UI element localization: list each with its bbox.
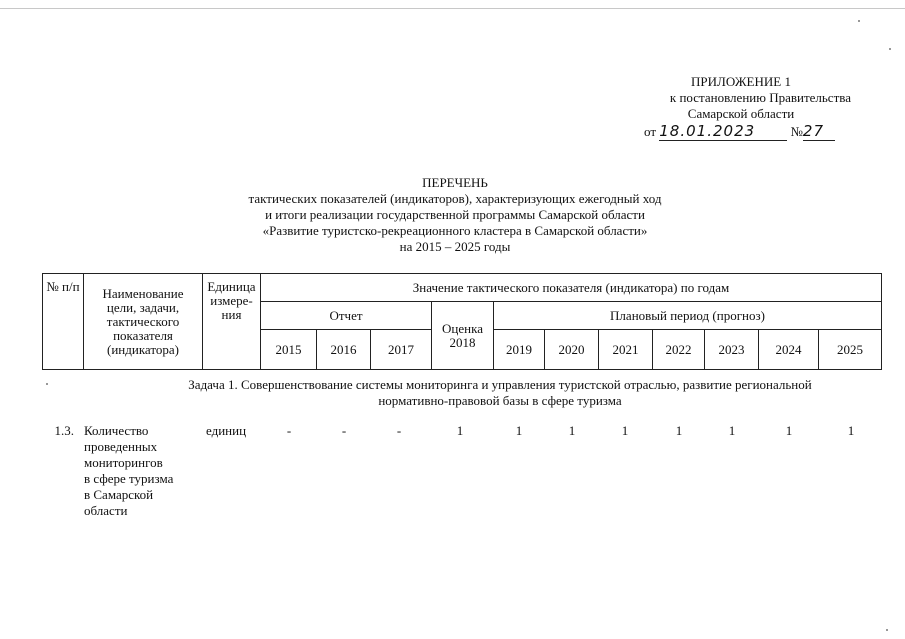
name-line: в Самарской: [84, 487, 154, 502]
row-unit: единиц: [206, 423, 247, 438]
header-year: 2019: [494, 330, 545, 370]
scan-speck: [46, 383, 48, 385]
row-value: 1: [515, 423, 523, 438]
appendix-date-line: [644, 122, 835, 141]
row-value: 1: [456, 423, 464, 438]
task-line-2: нормативно-правовой базы в сфере туризма: [378, 393, 622, 408]
header-plan-group: Плановый период (прогноз): [494, 302, 882, 330]
header-year: 2017: [371, 330, 432, 370]
from-label: от: [644, 124, 657, 139]
header-num: № п/п: [43, 274, 84, 370]
row-indicator-name: [84, 423, 192, 519]
task-heading: [160, 377, 840, 409]
document-title: [150, 175, 760, 255]
header-year: 2021: [599, 330, 653, 370]
header-year: 2016: [317, 330, 371, 370]
header-year: 2023: [705, 330, 759, 370]
handwritten-number: 27: [803, 122, 835, 141]
title-line-3: и итоги реализации государственной программы Самарской области: [265, 207, 645, 222]
header-unit: Единица измере-ния: [203, 274, 261, 370]
row-value: 1: [675, 423, 683, 438]
scan-speck: [858, 20, 860, 22]
header-name: Наименование цели, задачи, тактического показателя (индикатора): [84, 274, 203, 370]
title-line-1: ПЕРЕЧЕНЬ: [422, 175, 488, 190]
name-line: Количество: [84, 423, 149, 438]
title-line-5: на 2015 – 2025 годы: [399, 239, 511, 254]
row-value: 1: [568, 423, 576, 438]
header-values: Значение тактического показателя (индикатора) по годам: [261, 274, 882, 302]
row-value: 1: [847, 423, 855, 438]
header-estimate-2018: Оценка 2018: [432, 302, 494, 370]
header-year: 2020: [545, 330, 599, 370]
name-line: мониторингов: [84, 455, 163, 470]
appendix-line-2: к постановлению Правительства: [669, 90, 851, 105]
header-report-group: Отчет: [261, 302, 432, 330]
page-top-edge: [0, 8, 905, 9]
row-value: 1: [621, 423, 629, 438]
appendix-line-3: Самарской области: [687, 106, 795, 121]
name-line: в сфере туризма: [84, 471, 174, 486]
name-line: проведенных: [84, 439, 158, 454]
indicators-table-header: [42, 273, 882, 370]
header-year: 2024: [759, 330, 819, 370]
row-value: -: [341, 423, 347, 438]
title-line-4: «Развитие туристско-рекреационного кластера в Самарской области»: [262, 223, 648, 238]
name-line: области: [84, 503, 128, 518]
row-value: 1: [785, 423, 793, 438]
handwritten-date: 18.01.2023: [659, 122, 787, 141]
appendix-heading: ПРИЛОЖЕНИЕ 1: [691, 74, 791, 89]
scan-speck: [886, 629, 888, 631]
row-value: -: [396, 423, 402, 438]
scan-speck: [889, 48, 891, 50]
header-year: 2025: [819, 330, 882, 370]
task-line-1: Задача 1. Совершенствование системы мониторинга и управления туристской отраслью, развитие региональной: [188, 377, 812, 392]
number-label: №: [790, 124, 803, 139]
row-value: -: [286, 423, 292, 438]
appendix-block: [591, 74, 851, 122]
title-line-2: тактических показателей (индикаторов), характеризующих ежегодный ход: [248, 191, 662, 206]
row-value: 1: [728, 423, 736, 438]
header-year: 2015: [261, 330, 317, 370]
header-year: 2022: [653, 330, 705, 370]
row-number: 1.3.: [54, 423, 74, 438]
